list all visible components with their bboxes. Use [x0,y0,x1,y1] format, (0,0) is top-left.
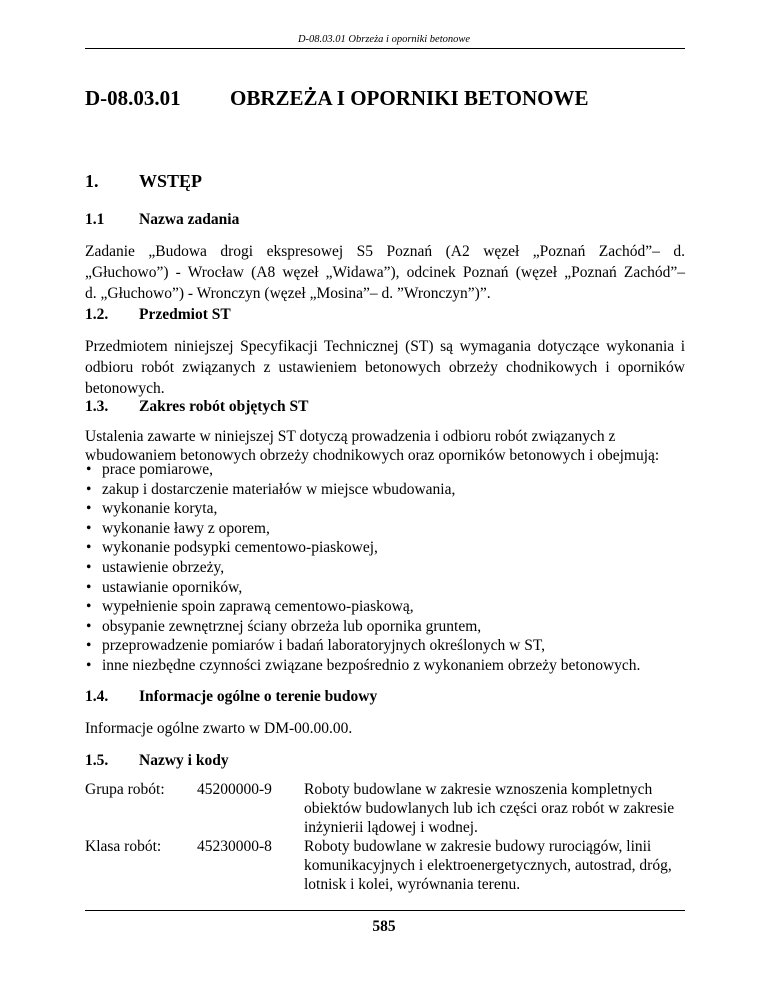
bullet-icon: • [86,656,92,674]
list-item-text: obsypanie zewnętrznej ściany obrzeża lub opornika gruntem, [102,617,482,635]
code-row [85,780,685,837]
section-1-4-number: 1.4. [85,688,109,705]
bullet-icon: • [86,500,92,518]
section-1-4-title: Informacje ogólne o terenie budowy [139,688,378,705]
list-item-text: wykonanie podsypki cementowo-piaskowej, [102,539,378,557]
list-item [85,460,685,480]
list-item [85,578,685,598]
section-1-2-number: 1.2. [85,306,109,323]
section-1-2-text [85,336,685,399]
text-line: obiektów budowlanych lub ich części oraz robót w zakresie [304,800,675,817]
code-row-label: Grupa robót: [85,781,165,798]
list-item [85,597,685,617]
bullet-icon: • [86,637,92,655]
code-row-description [304,780,685,837]
list-item-text: ustawianie oporników, [102,578,243,596]
text-line: odbioru robót związanych z ustawieniem betonowych obrzeży chodnikowych i oporników [85,359,685,376]
document-code: D-08.03.01 [85,86,181,110]
list-item-text: przeprowadzenie pomiarów i badań laboratoryjnych określonych w ST, [102,637,546,655]
list-item [85,519,685,539]
list-item-text: wykonanie koryta, [102,500,218,518]
text-line: komunikacyjnych i elektroenergetycznych, autostrad, dróg, [304,857,672,874]
codes-table [85,780,685,894]
list-item [85,480,685,500]
list-item-text: zakup i dostarczenie materiałów w miejsce wbudowania, [102,480,456,498]
text-line: Roboty budowlane w zakresie wznoszenia kompletnych [304,781,653,798]
text-line: betonowych. [85,380,165,397]
code-row-code: 45230000-8 [197,838,272,855]
section-1-number: 1. [85,171,99,191]
bullet-icon: • [86,539,92,557]
text-line: Roboty budowlane w zakresie budowy rurociągów, linii [304,838,652,855]
text-line: Ustalenia zawarte w niniejszej ST dotyczą prowadzenia i odbioru robót związanych z [85,428,616,445]
section-1-title: WSTĘP [139,171,203,191]
bullet-icon: • [86,519,92,537]
section-1-1-title: Nazwa zadania [139,211,240,228]
text-line: d. „Głuchowo”) - Wronczyn (węzeł „Mosina”– d. ”Wronczyn”)”. [85,285,491,302]
section-1-4-text: Informacje ogólne zwarto w DM-00.00.00. [85,720,353,737]
bullet-icon: • [86,598,92,616]
list-item [85,617,685,637]
footer-rule [85,910,685,911]
code-row-description [304,837,685,894]
text-line: Przedmiotem niniejszej Specyfikacji Technicznej (ST) są wymagania dotyczące wykonania i [85,338,685,355]
page-number: 585 [372,918,396,935]
document-title-text: OBRZEŻA I OPORNIKI BETONOWE [230,86,589,110]
section-1-1-text [85,241,685,304]
section-1-3-number: 1.3. [85,398,109,415]
bullet-icon: • [86,480,92,498]
header-rule [85,48,685,49]
section-1-3-title: Zakres robót objętych ST [139,398,309,415]
text-line: „Głuchowo”) - Wrocław (A8 węzeł „Widawa”), odcinek Poznań (węzeł „Poznań Zachód”– [85,264,685,281]
section-1-2-title: Przedmiot ST [139,306,231,323]
text-line: Zadanie „Budowa drogi ekspresowej S5 Poznań (A2 węzeł „Poznań Zachód”– d. [85,243,685,260]
list-item [85,538,685,558]
bullet-icon: • [86,558,92,576]
list-item-text: prace pomiarowe, [102,461,214,478]
list-item [85,558,685,578]
bullet-icon: • [86,617,92,635]
section-1-1-number: 1.1 [85,211,105,228]
text-line: wbudowaniem betonowych obrzeży chodnikowych oraz oporników betonowych i obejmują: [85,447,660,464]
code-row-label: Klasa robót: [85,838,162,855]
code-row-code: 45200000-9 [197,781,272,798]
text-line: inżynierii lądowej i wodnej. [304,819,478,836]
bullet-icon: • [86,461,92,478]
scope-list [85,460,685,676]
list-item-text: inne niezbędne czynności związane bezpośrednio z wykonaniem obrzeży betonowych. [102,656,641,674]
section-1-5-title: Nazwy i kody [139,752,229,769]
list-item-text: wypełnienie spoin zaprawą cementowo-piaskową, [102,598,414,616]
list-item [85,499,685,519]
list-item [85,656,685,676]
list-item-text: ustawienie obrzeży, [102,558,225,576]
running-header: D-08.03.01 Obrzeża i oporniki betonowe [297,34,471,45]
bullet-icon: • [86,578,92,596]
section-1-5-number: 1.5. [85,752,109,769]
text-line: lotnisk i kolei, wyrównania terenu. [304,876,521,893]
code-row [85,837,685,894]
list-item-text: wykonanie ławy z oporem, [102,519,270,537]
list-item [85,636,685,656]
